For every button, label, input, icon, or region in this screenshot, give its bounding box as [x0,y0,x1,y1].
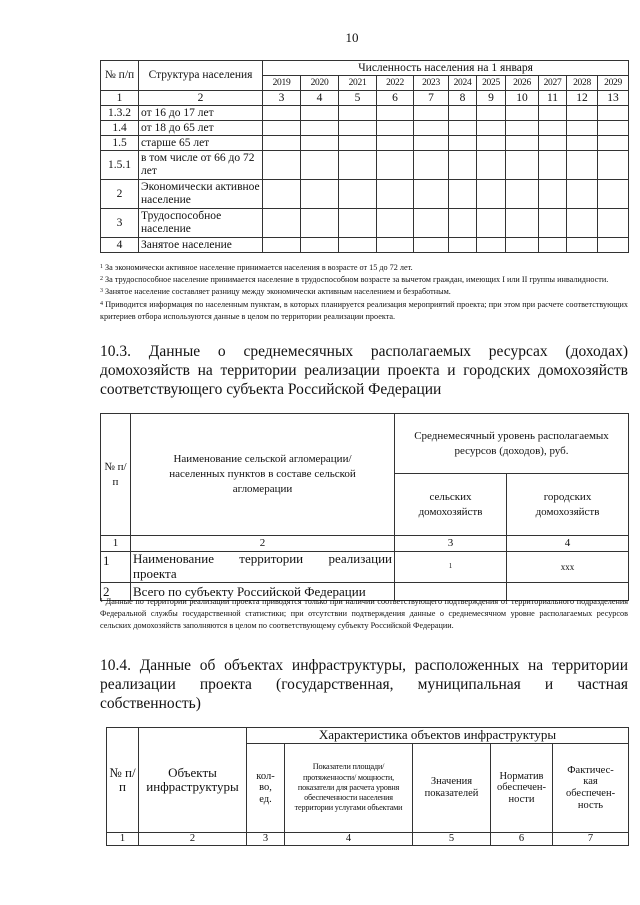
cell[interactable] [449,136,477,151]
row-label: в том числе от 66 до 72 лет [139,151,263,180]
col-num: 1 [107,833,139,846]
row-label: Занятое население [139,238,263,253]
year-2025: 2025 [477,76,506,91]
cell[interactable] [477,151,506,180]
cell[interactable] [377,238,414,253]
col-num: 8 [449,91,477,106]
col-num: 3 [395,536,507,552]
cell[interactable] [301,209,339,238]
col-num: 3 [263,91,301,106]
cell[interactable] [477,121,506,136]
footnote-text: За трудоспособное население принимается население в трудоспособном возрасте за вычетом граждан, имеющих I или II группы инвалидности. [105,275,609,285]
footnote [100,299,628,323]
rural-value[interactable]: 1 [395,551,507,582]
population-footnotes [100,262,628,323]
footnote-mark: 2 [100,276,103,283]
row-label: Трудоспособное население [139,209,263,238]
col-num: 6 [377,91,414,106]
year-2023: 2023 [414,76,449,91]
header-population-group: Численность населения на 1 января [263,61,629,76]
table-row [101,238,629,253]
header-num: № п/п [107,728,139,833]
footnote [100,274,628,286]
header-characteristics-group: Характеристика объектов инфраструктуры [247,728,629,744]
col-num: 4 [507,536,629,552]
cell[interactable] [567,121,598,136]
header-rural: сельских домохозяйств [395,474,507,536]
cell[interactable] [539,121,567,136]
cell[interactable] [339,180,377,209]
income-table [100,413,629,601]
cell[interactable] [539,136,567,151]
col-num: 5 [413,833,491,846]
cell[interactable] [449,151,477,180]
cell[interactable] [263,238,301,253]
cell[interactable] [539,180,567,209]
cell[interactable] [567,180,598,209]
table-row [101,209,629,238]
cell[interactable] [377,121,414,136]
table-row [101,121,629,136]
header-num: № п/п [101,61,139,91]
cell[interactable] [477,180,506,209]
cell[interactable] [301,106,339,121]
cell[interactable] [263,106,301,121]
footnote-text: Данные по территории реализации проекта приводятся только при наличии соответствующего подтверждения от территориального подразделения Федеральной службы государственной статистики; при отсутствии подтверждения данные о среднемесячном уровне располагаемых ресурсов сельских домохозяйств заполняются в целом по соответствующему субъекту Российской Федерации. [100,597,628,631]
col-num: 13 [598,91,629,106]
row-num: 2 [101,582,131,601]
cell[interactable] [449,121,477,136]
row-label: старше 65 лет [139,136,263,151]
row-num: 1.5 [101,136,139,151]
table-row [101,551,629,582]
row-name: Наименование территории реализации проекта [131,551,395,582]
year-2024: 2024 [449,76,477,91]
row-num: 1.4 [101,121,139,136]
footnote-mark: 4 [100,300,103,307]
col-num: 7 [553,833,629,846]
cell[interactable] [477,106,506,121]
cell[interactable] [301,238,339,253]
cell[interactable] [539,209,567,238]
cell[interactable] [339,238,377,253]
footnote-text: За экономически активное население принимается населения в возрасте от 15 до 72 лет. [105,263,413,272]
header-num: № п/п [101,414,131,536]
cell[interactable] [598,136,629,151]
cell[interactable] [539,106,567,121]
row-num: 3 [101,209,139,238]
section-10-3-heading: 10.3. Данные о среднемесячных располагаемых ресурсах (доходах) домохозяйств на территории реализации проекта и городских домохозяйств соответствующего субъекта Российской Федерации [100,343,628,398]
footnote-mark: 1 [100,598,103,604]
column-number-row [101,536,629,552]
row-num: 1 [101,551,131,582]
cell[interactable] [449,180,477,209]
table-row [101,151,629,180]
cell[interactable] [477,136,506,151]
cell[interactable] [414,136,449,151]
cell[interactable] [598,106,629,121]
cell[interactable] [377,151,414,180]
col-num: 10 [506,91,539,106]
col-num: 2 [131,536,395,552]
cell[interactable] [339,136,377,151]
urban-value[interactable]: xxx [507,551,629,582]
cell[interactable] [477,209,506,238]
header-values: Значения показателей [413,744,491,833]
cell[interactable] [506,238,539,253]
cell[interactable] [539,151,567,180]
year-2026: 2026 [506,76,539,91]
year-2021: 2021 [339,76,377,91]
footnote-mark: 1 [100,264,103,270]
header-name: Наименование сельской агломерации/населенных пунктов в составе сельской агломерации [131,414,395,536]
table-row [101,180,629,209]
col-num: 4 [285,833,413,846]
cell[interactable] [414,151,449,180]
row-label: Экономически активное население [139,180,263,209]
cell[interactable] [301,180,339,209]
cell[interactable] [506,151,539,180]
cell[interactable] [567,238,598,253]
year-2027: 2027 [539,76,567,91]
footnote [100,262,628,274]
cell[interactable] [598,151,629,180]
cell[interactable] [414,209,449,238]
cell[interactable] [339,121,377,136]
footnote [100,286,628,298]
cell[interactable] [539,238,567,253]
year-2019: 2019 [263,76,301,91]
cell[interactable] [449,238,477,253]
row-label: от 16 до 17 лет [139,106,263,121]
row-name: Всего по субъекту Российской Федерации [131,582,395,601]
footnote-text: Занятое население составляет разницу между экономически активным населением и безработным. [105,287,451,297]
col-num: 3 [247,833,285,846]
cell[interactable] [263,180,301,209]
cell[interactable] [301,136,339,151]
cell[interactable] [567,209,598,238]
col-num: 2 [139,91,263,106]
year-2029: 2029 [598,76,629,91]
cell[interactable] [263,136,301,151]
col-num: 1 [101,536,131,552]
cell[interactable] [414,238,449,253]
row-num: 4 [101,238,139,253]
footnote-text: Приводится информация по населенным пунктам, в которых планируется реализация мероприятий проекта; при этом при расчете соответствующих критериев отбора используются данные в целом по территории реализации проекта. [100,299,629,321]
header-income-group: Среднемесячный уровень располагаемых ресурсов (доходов), руб. [395,414,629,474]
cell[interactable] [377,106,414,121]
cell[interactable] [339,106,377,121]
col-num: 4 [301,91,339,106]
income-footnote [100,596,628,633]
col-num: 12 [567,91,598,106]
year-2022: 2022 [377,76,414,91]
header-norm: Норматив обеспечен-ности [491,744,553,833]
cell[interactable] [377,136,414,151]
cell[interactable] [301,121,339,136]
col-num: 5 [339,91,377,106]
cell[interactable] [339,151,377,180]
year-2028: 2028 [567,76,598,91]
cell[interactable] [567,106,598,121]
infrastructure-table [106,727,629,846]
cell[interactable] [567,136,598,151]
cell[interactable] [506,180,539,209]
row-num: 1.5.1 [101,151,139,180]
cell[interactable] [506,106,539,121]
cell[interactable] [339,209,377,238]
year-2020: 2020 [301,76,339,91]
cell[interactable] [506,121,539,136]
population-table [100,60,629,253]
cell[interactable] [477,238,506,253]
cell[interactable] [377,209,414,238]
col-num: 6 [491,833,553,846]
cell[interactable] [598,209,629,238]
header-count: кол-во, ед. [247,744,285,833]
cell[interactable] [414,106,449,121]
header-objects: Объекты инфраструктуры [139,728,247,833]
section-10-4-heading: 10.4. Данные об объектах инфраструктуры, расположенных на территории реализации проекта (государственная, муниципальная и частная собственность) [100,657,628,712]
cell[interactable] [263,151,301,180]
cell[interactable] [301,151,339,180]
cell[interactable] [506,136,539,151]
header-urban: городских домохозяйств [507,474,629,536]
header-actual: Фактичес-кая обеспечен-ность [553,744,629,833]
cell[interactable] [598,238,629,253]
footnote-mark: 3 [100,288,103,295]
cell[interactable] [598,121,629,136]
row-label: от 18 до 65 лет [139,121,263,136]
column-number-row [107,833,629,846]
col-num: 9 [477,91,506,106]
col-num: 2 [139,833,247,846]
header-indicators: Показатели площади/протяженности/ мощности, показатели для расчета уровня обеспеченности населения территории услугами объектами [285,744,413,833]
col-num: 7 [414,91,449,106]
cell[interactable] [567,151,598,180]
header-structure: Структура населения [139,61,263,91]
cell[interactable] [377,180,414,209]
cell[interactable] [414,180,449,209]
page-number: 10 [345,30,359,45]
cell[interactable] [414,121,449,136]
cell[interactable] [263,209,301,238]
cell[interactable] [506,209,539,238]
col-num: 1 [101,91,139,106]
cell[interactable] [449,209,477,238]
column-number-row [101,91,629,106]
row-num: 2 [101,180,139,209]
cell[interactable] [598,180,629,209]
table-row [101,106,629,121]
col-num: 11 [539,91,567,106]
row-num: 1.3.2 [101,106,139,121]
cell[interactable] [263,121,301,136]
cell[interactable] [449,106,477,121]
table-row [101,136,629,151]
